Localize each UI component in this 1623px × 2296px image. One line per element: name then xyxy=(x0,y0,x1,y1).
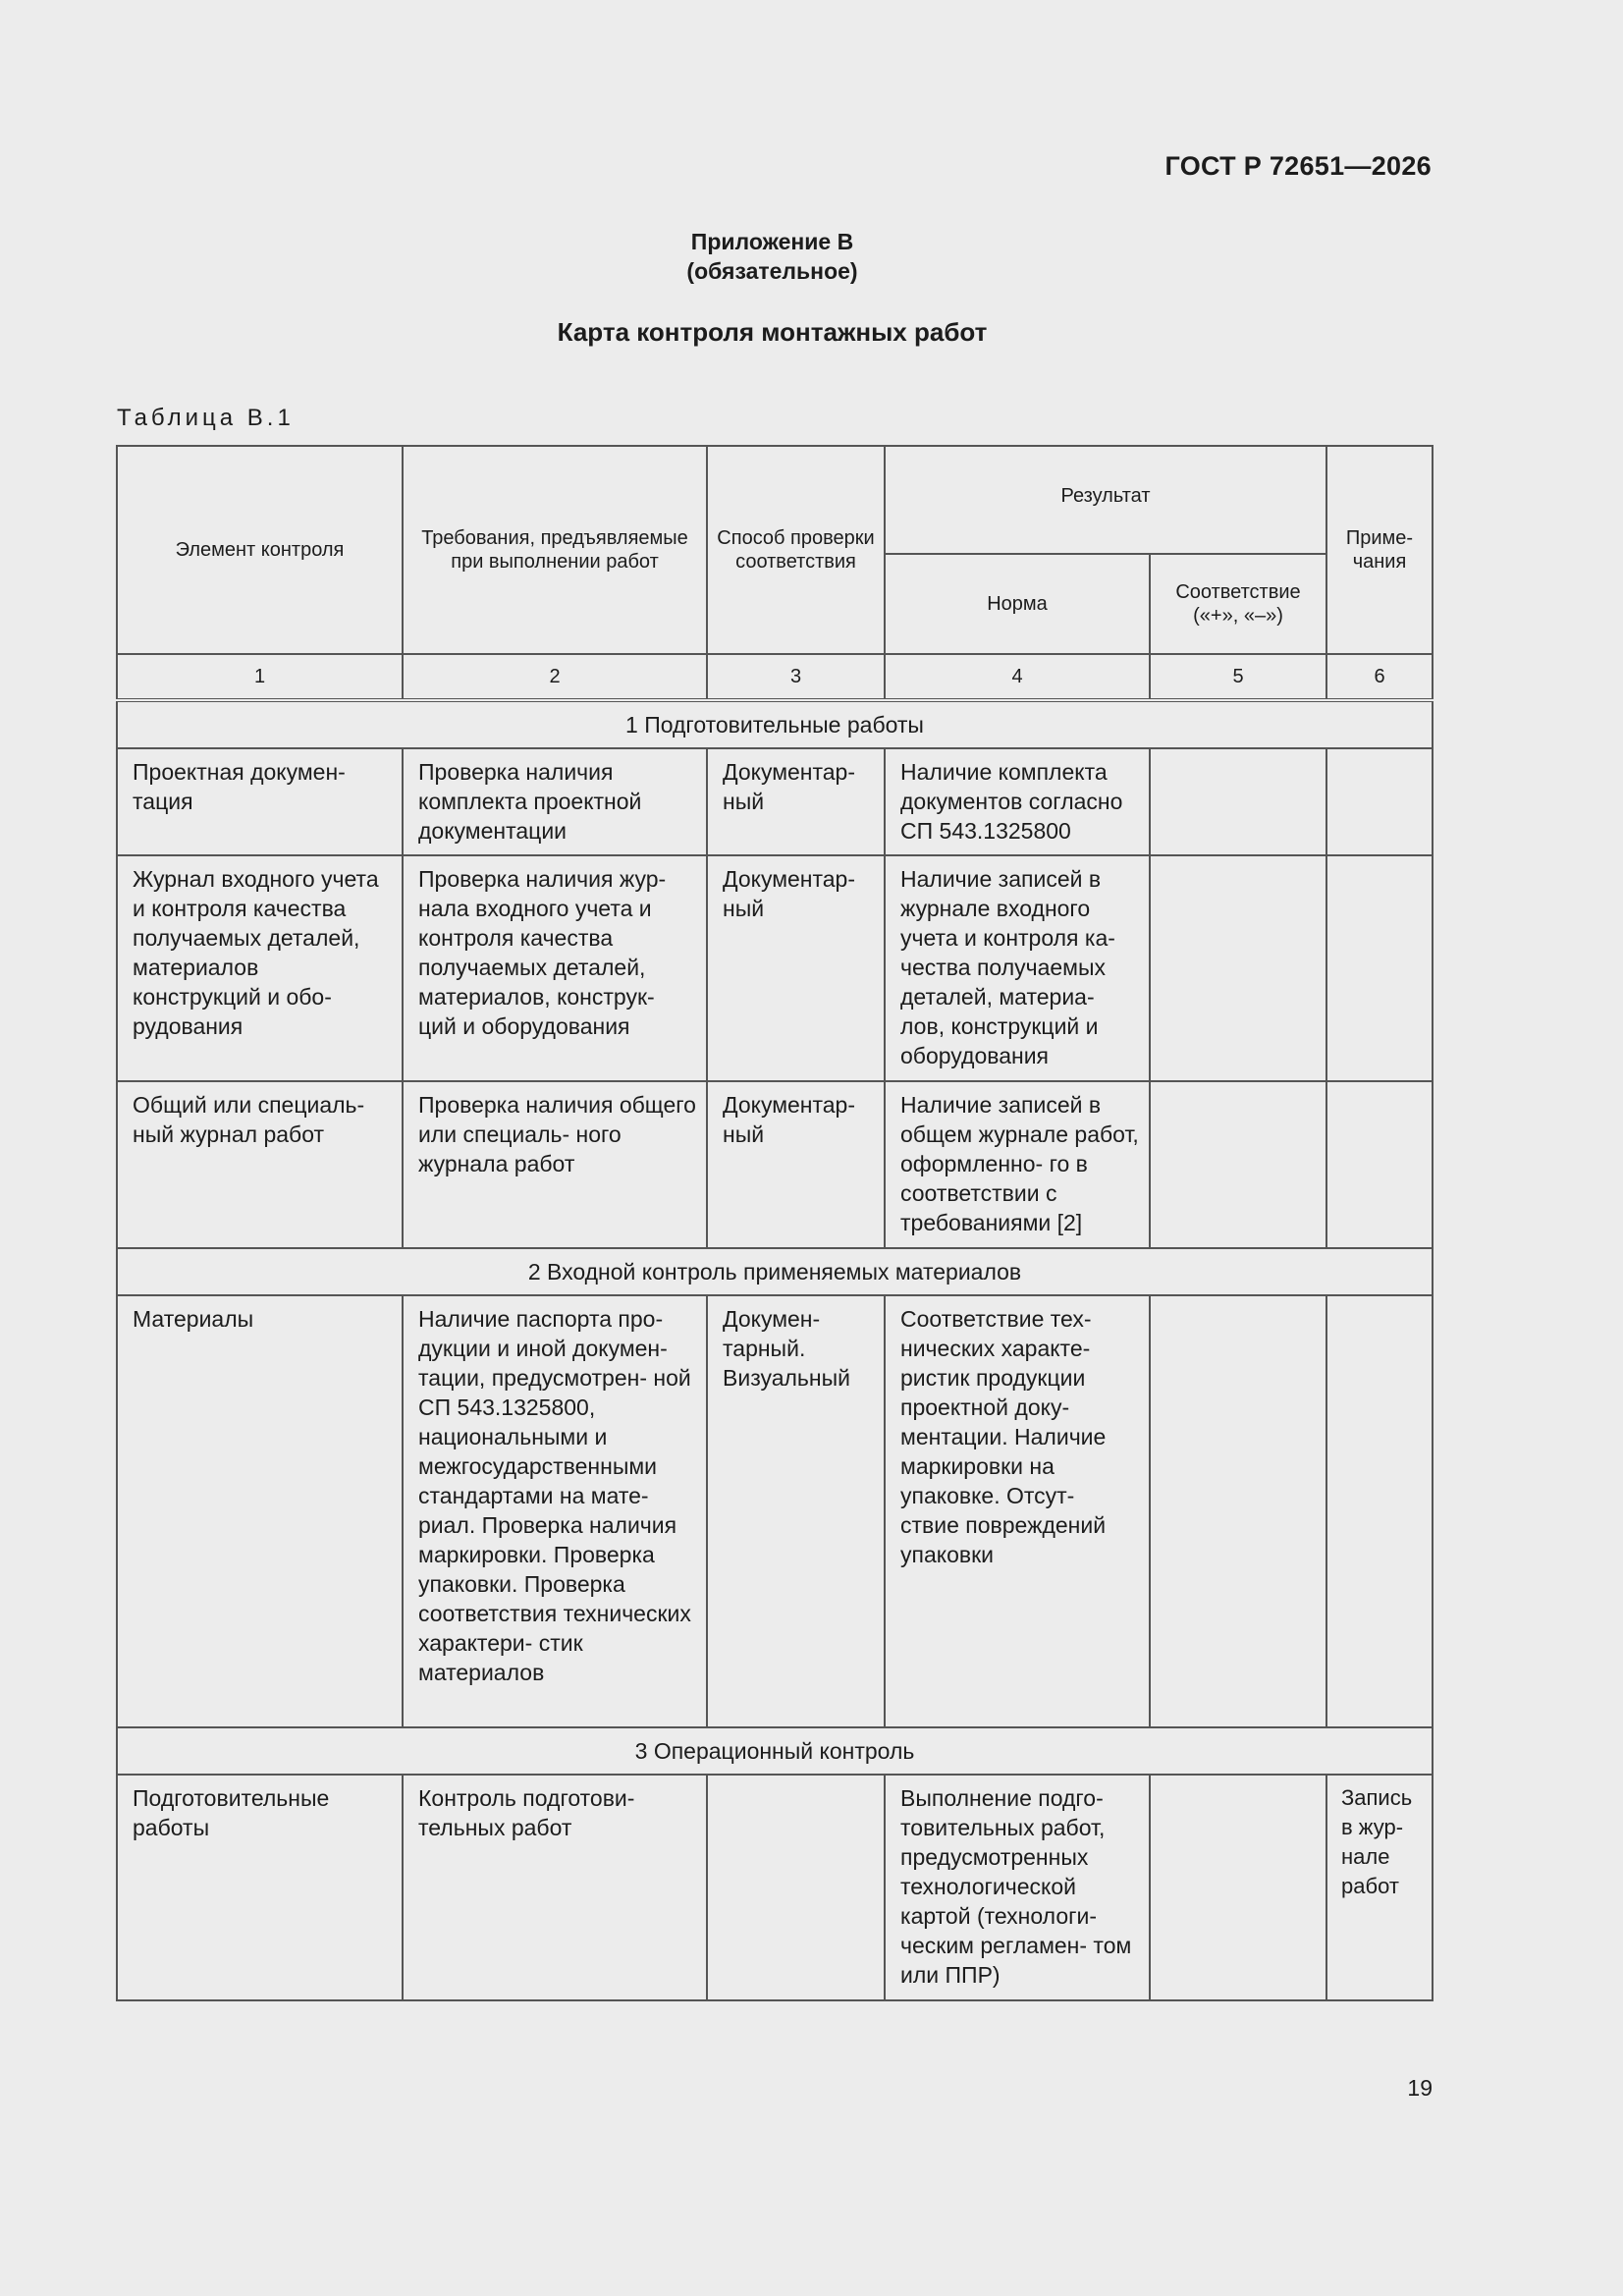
column-number: 5 xyxy=(1150,654,1326,700)
annex-type: (обязательное) xyxy=(686,258,858,284)
column-number: 2 xyxy=(403,654,707,700)
cell-note: Запись в жур- нале работ xyxy=(1326,1775,1433,2000)
column-number: 1 xyxy=(117,654,403,700)
cell-element: Подготовительные работы xyxy=(117,1775,403,2000)
cell-compliance xyxy=(1150,1295,1326,1727)
cell-norm: Наличие комплекта документов согласно СП 543.1325800 xyxy=(885,748,1150,855)
cell-element: Проектная докумен- тация xyxy=(117,748,403,855)
column-number: 6 xyxy=(1326,654,1433,700)
header-row-1 xyxy=(117,446,1433,554)
column-numbers-row xyxy=(117,654,1433,700)
table-row xyxy=(117,1775,1433,2000)
header-method: Способ проверки соответствия xyxy=(707,446,885,654)
cell-norm: Соответствие тех- нических характе- ристик продукции проектной доку- ментации. Наличие маркировки на упаковке. Отсут- ствие повреждений упаковки xyxy=(885,1295,1150,1727)
cell-norm: Выполнение подго- товительных работ, предусмотренных технологической картой (технологи- ческим регламен- том или ППР) xyxy=(885,1775,1150,2000)
cell-note xyxy=(1326,748,1433,855)
header-norm: Норма xyxy=(885,554,1150,654)
column-number: 4 xyxy=(885,654,1150,700)
document-code: ГОСТ Р 72651—2026 xyxy=(1164,151,1432,181)
page-number: 19 xyxy=(1407,2075,1433,2101)
cell-requirement: Проверка наличия общего или специаль- ного журнала работ xyxy=(403,1081,707,1248)
cell-method xyxy=(707,1775,885,2000)
annex-title: Приложение В xyxy=(690,229,854,254)
table-row xyxy=(117,1295,1433,1727)
cell-method: Докумен- тарный. Визуальный xyxy=(707,1295,885,1727)
section-row xyxy=(117,700,1433,748)
header-result: Результат xyxy=(885,446,1326,554)
header-notes: Приме- чания xyxy=(1326,446,1433,654)
cell-requirement: Проверка наличия комплекта проектной документации xyxy=(403,748,707,855)
cell-note xyxy=(1326,1081,1433,1248)
cell-note xyxy=(1326,1295,1433,1727)
table-row xyxy=(117,748,1433,855)
table-caption: Таблица В.1 xyxy=(117,405,295,431)
table-row xyxy=(117,1081,1433,1248)
cell-requirement: Проверка наличия жур- нала входного учета и контроля качества получаемых деталей, материалов, конструк- ций и оборудования xyxy=(403,855,707,1081)
cell-method: Документар- ный xyxy=(707,1081,885,1248)
cell-element: Материалы xyxy=(117,1295,403,1727)
cell-compliance xyxy=(1150,1081,1326,1248)
cell-element: Журнал входного учета и контроля качества получаемых деталей, материалов конструкций и обо- рудования xyxy=(117,855,403,1081)
cell-norm: Наличие записей в журнале входного учета и контроля ка- чества получаемых деталей, материа- лов, конструкций и оборудования xyxy=(885,855,1150,1081)
cell-element: Общий или специаль- ный журнал работ xyxy=(117,1081,403,1248)
section-title: 2 Входной контроль применяемых материалов xyxy=(117,1248,1433,1295)
table-row xyxy=(117,855,1433,1081)
header-requirements: Требования, предъявляемые при выполнении работ xyxy=(403,446,707,654)
cell-method: Документар- ный xyxy=(707,855,885,1081)
cell-norm: Наличие записей в общем журнале работ, оформленно- го в соответствии с требованиями [2] xyxy=(885,1081,1150,1248)
column-number: 3 xyxy=(707,654,885,700)
section-row xyxy=(117,1727,1433,1775)
section-title: 1 Подготовительные работы xyxy=(117,700,1433,748)
document-title: Карта контроля монтажных работ xyxy=(557,317,988,347)
cell-requirement: Контроль подготови- тельных работ xyxy=(403,1775,707,2000)
header-compliance: Соответствие («+», «–») xyxy=(1150,554,1326,654)
cell-compliance xyxy=(1150,1775,1326,2000)
cell-note xyxy=(1326,855,1433,1081)
cell-compliance xyxy=(1150,748,1326,855)
header-element: Элемент контроля xyxy=(117,446,403,654)
annex-heading xyxy=(0,227,1544,286)
control-map-table xyxy=(116,445,1434,2001)
section-row xyxy=(117,1248,1433,1295)
cell-compliance xyxy=(1150,855,1326,1081)
cell-requirement: Наличие паспорта про- дукции и иной докумен- тации, предусмотрен- ной СП 543.1325800, национальными и межгосударственными стандартами на мате- риал. Проверка наличия маркировки. Проверка упаковки. Проверка соответствия технических характери- стик материалов xyxy=(403,1295,707,1727)
cell-method: Документар- ный xyxy=(707,748,885,855)
section-title: 3 Операционный контроль xyxy=(117,1727,1433,1775)
